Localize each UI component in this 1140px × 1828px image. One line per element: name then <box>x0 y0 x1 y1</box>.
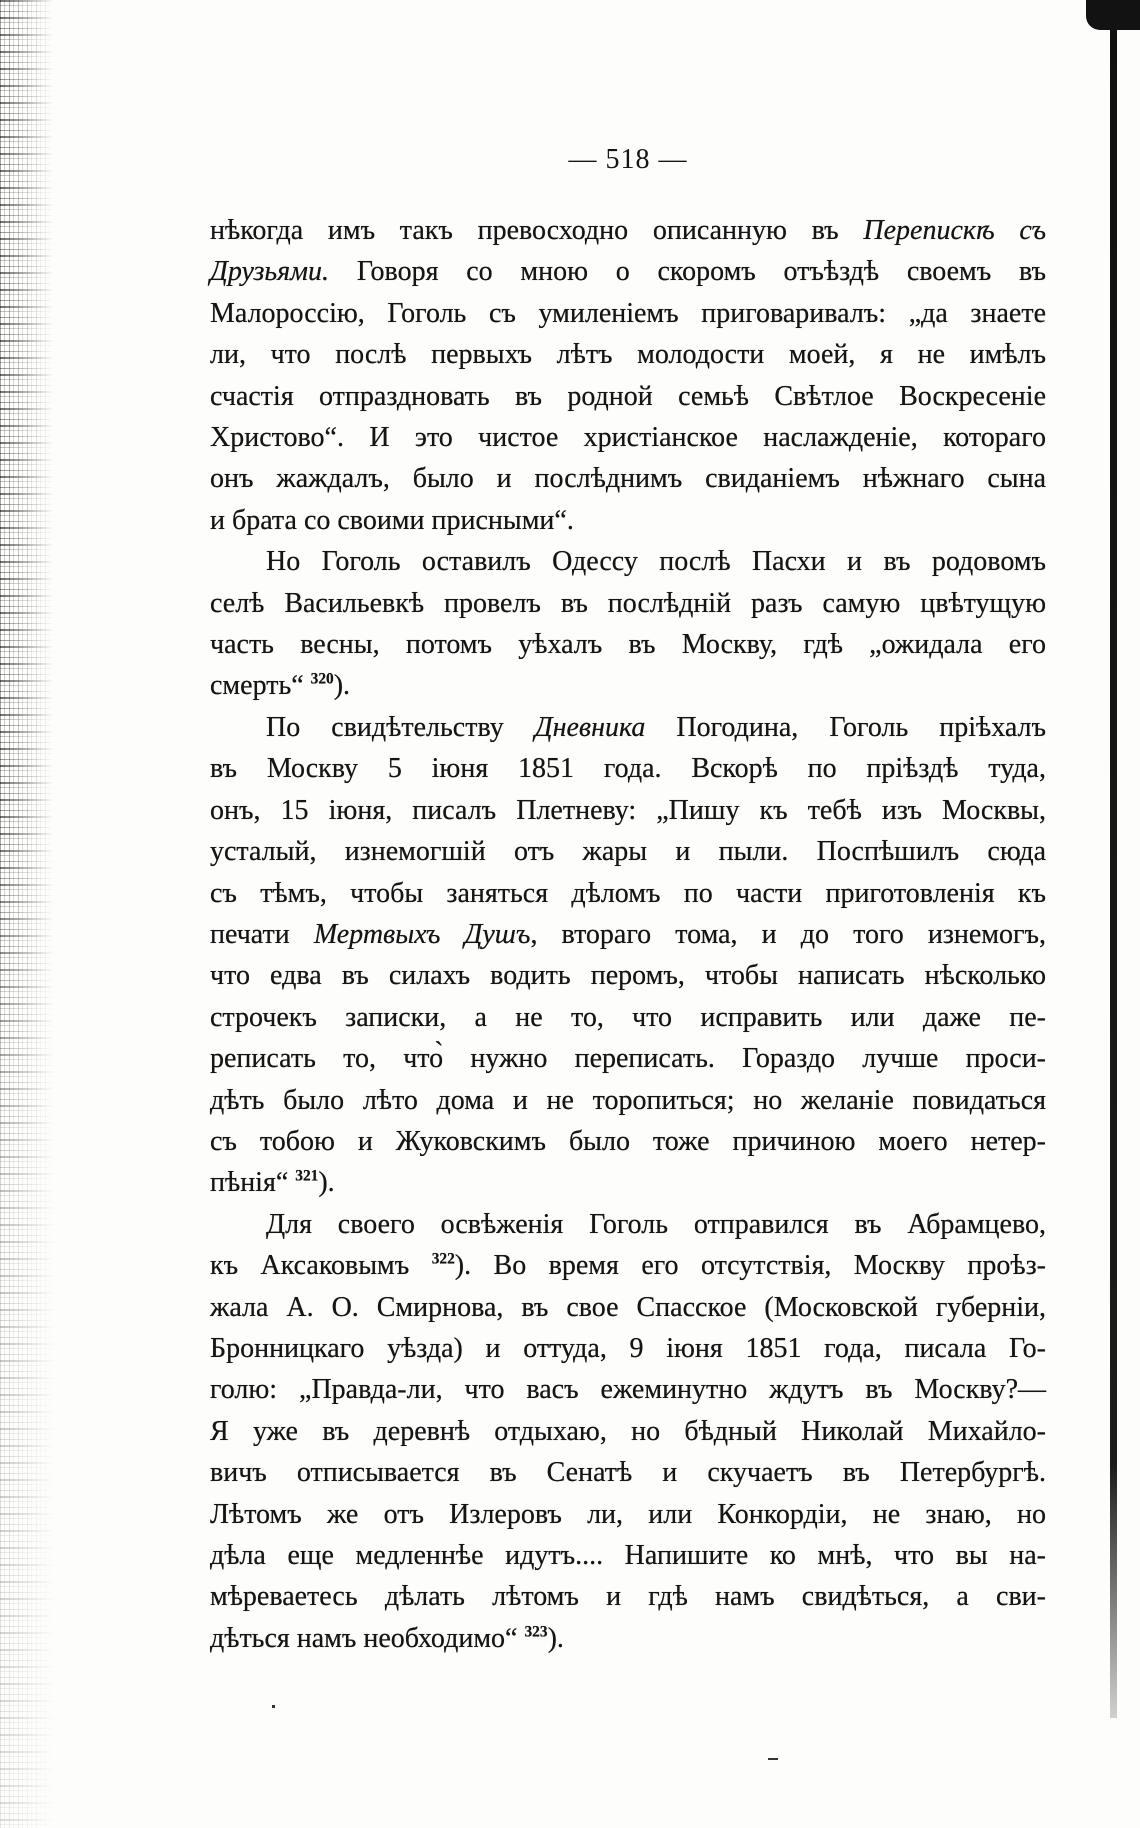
text-run: дѣть было лѣто дома и не торопиться; но желаніе повидаться <box>210 1084 1046 1116</box>
text-line <box>210 541 1046 582</box>
text-run: ли, что послѣ первыхъ лѣтъ молодости моей, я не имѣлъ <box>210 339 1046 371</box>
text-run: Говоря со мною о скоромъ отъѣздѣ своемъ въ <box>329 256 1046 288</box>
text-line <box>210 210 1046 251</box>
scan-corner-mark <box>1086 0 1140 30</box>
footnote-ref: 321 <box>295 1168 319 1186</box>
text-line <box>210 790 1046 831</box>
italic-title: Мертвыхъ Душъ <box>313 918 531 950</box>
text-line <box>210 1411 1046 1452</box>
text-run: къ Аксаковымъ <box>210 1250 432 1282</box>
text-run: съ тѣмъ, чтобы заняться дѣломъ по части приготовленія къ <box>210 877 1046 909</box>
text-line <box>210 1162 1046 1203</box>
scan-speck <box>768 1758 778 1760</box>
text-run: , втораго тома, и до того изнемогъ, <box>530 918 1046 950</box>
text-line <box>210 458 1046 499</box>
text-run: реписать то, что̀ нужно переписать. Гораздо лучше проси- <box>210 1043 1046 1075</box>
text-run: строчекъ записки, а не то, что исправить или даже пе- <box>210 1001 1046 1033</box>
text-line <box>210 748 1046 789</box>
footnote-ref: 320 <box>310 671 334 689</box>
paragraph <box>210 707 1046 1204</box>
text-run: вичъ отписывается въ Сенатѣ и скучаетъ въ Петербургѣ. <box>210 1457 1046 1489</box>
text-run: Погодина, Гоголь пріѣхалъ <box>645 711 1047 743</box>
page-body-text <box>210 210 1046 1659</box>
text-run: усталый, изнемогшій отъ жары и пыли. Поспѣшилъ сюда <box>210 836 1046 868</box>
text-line <box>210 1452 1046 1493</box>
text-run: ). <box>547 1622 564 1654</box>
text-line <box>210 665 1046 706</box>
text-line <box>210 1535 1046 1576</box>
text-run: жала А. О. Смирнова, въ свое Спасское (Московской губерніи, <box>210 1291 1046 1323</box>
text-run: нѣкогда имъ такъ превосходно описанную въ <box>210 215 864 246</box>
text-line <box>210 624 1046 665</box>
text-run: съ тобою и Жуковскимъ было тоже причиною моего нетер- <box>210 1125 1046 1157</box>
text-line <box>210 1038 1046 1079</box>
text-run: дѣться намъ необходимо“ <box>210 1622 525 1654</box>
footnote-ref: 322 <box>431 1250 455 1268</box>
text-run: Но Гоголь оставилъ Одессу послѣ Пасхи и въ родовомъ <box>266 546 1046 578</box>
text-run: печати <box>210 918 314 950</box>
text-line <box>210 1618 1046 1659</box>
text-run: селѣ Васильевкѣ провелъ въ послѣдній разъ самую цвѣтущую <box>210 587 1046 619</box>
text-line <box>210 334 1046 375</box>
page-number: — 518 — <box>568 144 688 175</box>
text-run: въ Москву 5 іюня 1851 года. Вскорѣ по пріѣздѣ туда, <box>210 753 1046 785</box>
text-line <box>210 251 1046 292</box>
scan-speck <box>272 1705 275 1708</box>
text-run: Бронницкаго уѣзда) и оттуда, 9 іюня 1851 года, писала Го- <box>210 1332 1046 1364</box>
italic-title: Друзьями. <box>210 256 330 288</box>
scan-edge-right <box>1110 28 1117 1718</box>
text-line <box>210 1576 1046 1617</box>
text-run: счастія отпраздновать въ родной семьѣ Свѣтлое Воскресеніе <box>210 380 1046 412</box>
text-run: Для своего освѣженія Гоголь отправился въ Абрамцево, <box>266 1208 1046 1240</box>
text-run: часть весны, потомъ уѣхалъ въ Москву, гдѣ „ожидала его <box>210 629 1046 661</box>
text-line <box>210 1204 1046 1245</box>
scan-edge-left <box>0 0 54 1828</box>
text-line <box>210 1328 1046 1369</box>
text-run: Христово“. И это чистое христіанское наслажденіе, котораго <box>210 422 1046 454</box>
paragraph <box>210 1204 1046 1659</box>
italic-title: Дневника <box>534 711 646 743</box>
text-line <box>210 417 1046 458</box>
text-run: Лѣтомъ же отъ Излеровъ ли, или Конкордіи, не знаю, но <box>210 1498 1046 1530</box>
text-run: онъ жаждалъ, было и послѣднимъ свиданіемъ нѣжнаго сына <box>210 463 1046 495</box>
italic-title: Перепискѣ съ <box>863 215 1047 246</box>
text-run: и брата со своими присными“. <box>210 504 574 536</box>
text-run: Малороссію, Гоголь съ умиленіемъ приговаривалъ: „да знаете <box>210 297 1046 329</box>
text-run: мѣреваетесь дѣлать лѣтомъ и гдѣ намъ свидѣться, а сви- <box>210 1581 1046 1613</box>
text-line <box>210 293 1046 334</box>
text-line <box>210 1494 1046 1535</box>
text-line <box>210 707 1046 748</box>
text-run: онъ, 15 іюня, писалъ Плетневу: „Пишу къ тебѣ изъ Москвы, <box>210 794 1046 826</box>
text-line <box>210 1245 1046 1286</box>
text-line <box>210 1080 1046 1121</box>
text-run: что едва въ силахъ водить перомъ, чтобы написать нѣсколько <box>210 960 1046 992</box>
paragraph <box>210 541 1046 707</box>
text-run: пѣнія“ <box>210 1167 296 1199</box>
text-line <box>210 831 1046 872</box>
text-run: Я уже въ деревнѣ отдыхаю, но бѣдный Николай Михайло- <box>210 1415 1046 1447</box>
text-line <box>210 873 1046 914</box>
text-run: голю: „Правда-ли, что васъ ежеминутно ждутъ въ Москву?— <box>210 1374 1046 1406</box>
text-line <box>210 997 1046 1038</box>
text-line <box>210 583 1046 624</box>
text-run: дѣла еще медленнѣе идутъ.... Напишите ко мнѣ, что вы на- <box>210 1540 1046 1571</box>
text-line <box>210 1121 1046 1162</box>
footnote-ref: 323 <box>524 1623 548 1641</box>
text-run: ). <box>318 1167 335 1199</box>
text-line <box>210 500 1046 541</box>
text-run: По свидѣтельству <box>266 711 535 743</box>
text-line <box>210 1369 1046 1410</box>
text-run: ). Во время его отсутствія, Москву проѣз- <box>454 1250 1046 1282</box>
text-line <box>210 376 1046 417</box>
text-line <box>210 955 1046 996</box>
text-run: ). <box>333 670 351 702</box>
text-line <box>210 914 1046 955</box>
paragraph <box>210 210 1046 541</box>
text-line <box>210 1287 1046 1328</box>
text-run: смерть“ <box>210 670 311 702</box>
